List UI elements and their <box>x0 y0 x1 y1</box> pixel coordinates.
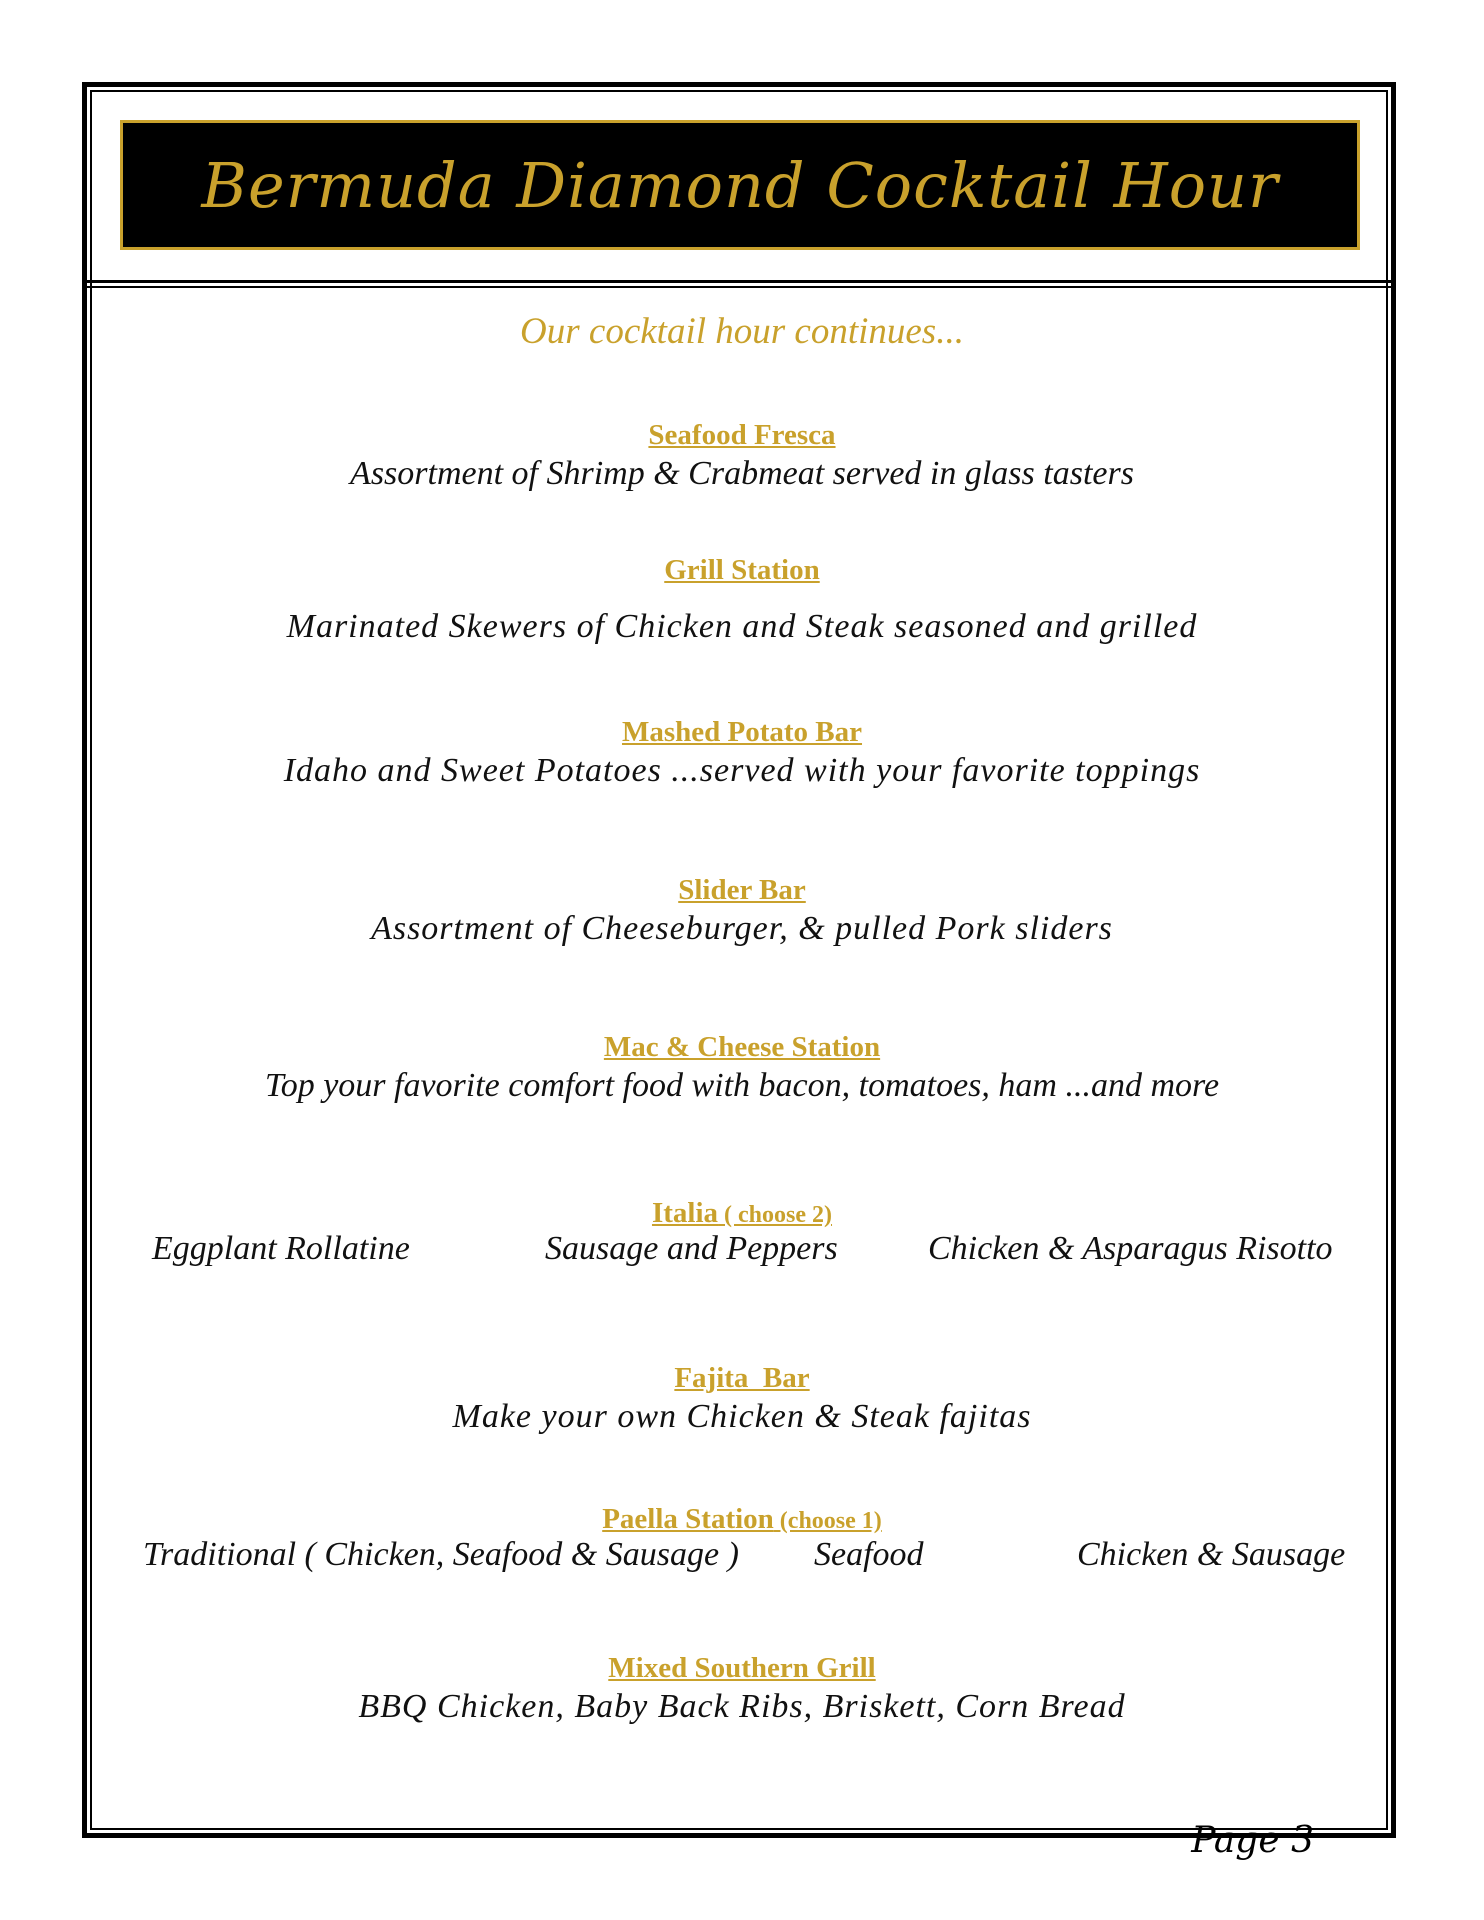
section-italia <box>100 1196 1384 1231</box>
section-seafood-fresca <box>100 418 1384 495</box>
page-number: Page 3 <box>1191 1820 1314 1861</box>
option-item: Chicken & Asparagus Risotto <box>928 1230 1333 1267</box>
header-divider <box>86 280 1392 283</box>
section-paella-station <box>100 1502 1384 1537</box>
section-title <box>100 1502 1384 1537</box>
section-title <box>100 1196 1384 1231</box>
section-title: Grill Station <box>664 554 820 586</box>
section-mashed-potato-bar <box>100 715 1384 792</box>
section-title: Slider Bar <box>678 874 806 906</box>
title-banner <box>120 120 1360 250</box>
section-title: Mac & Cheese Station <box>603 1031 881 1063</box>
section-description: Marinated Skewers of Chicken and Steak seasoned and grilled <box>286 607 1198 645</box>
option-item: Sausage and Peppers <box>545 1230 838 1267</box>
section-title-text: Italia <box>651 1197 719 1229</box>
section-note: ( choose 2) <box>718 1202 833 1228</box>
section-title: Mashed Potato Bar <box>621 716 863 748</box>
intro-text: Our cocktail hour continues... <box>520 311 964 352</box>
option-item: Traditional ( Chicken, Seafood & Sausage ) <box>143 1536 739 1573</box>
section-title: Mixed Southern Grill <box>608 1652 876 1684</box>
section-slider-bar <box>100 873 1384 950</box>
section-title: Seafood Fresca <box>648 419 836 451</box>
section-description: Assortment of Shrimp & Crabmeat served in glass tasters <box>350 454 1134 492</box>
section-note: (choose 1) <box>773 1508 882 1534</box>
section-title-text: Paella Station <box>602 1503 774 1535</box>
section-description: BBQ Chicken, Baby Back Ribs, Briskett, Corn Bread <box>358 1687 1126 1725</box>
section-mixed-southern-grill <box>100 1651 1384 1728</box>
section-mac-cheese-station <box>100 1030 1384 1107</box>
section-title: Fajita Bar <box>674 1362 810 1394</box>
section-description: Assortment of Cheeseburger, & pulled Pork sliders <box>371 909 1113 947</box>
option-item: Eggplant Rollatine <box>152 1230 410 1267</box>
section-grill-station <box>100 553 1384 648</box>
section-description: Idaho and Sweet Potatoes ...served with your favorite toppings <box>283 751 1201 789</box>
header-divider-inner <box>86 286 1392 288</box>
section-description: Top your favorite comfort food with bacon, tomatoes, ham ...and more <box>264 1066 1220 1104</box>
option-item: Chicken & Sausage <box>1077 1536 1346 1573</box>
section-fajita-bar <box>100 1361 1384 1438</box>
option-item: Seafood <box>814 1536 924 1573</box>
page-title: Bermuda Diamond Cocktail Hour <box>201 148 1279 222</box>
section-description: Make your own Chicken & Steak fajitas <box>452 1397 1032 1435</box>
